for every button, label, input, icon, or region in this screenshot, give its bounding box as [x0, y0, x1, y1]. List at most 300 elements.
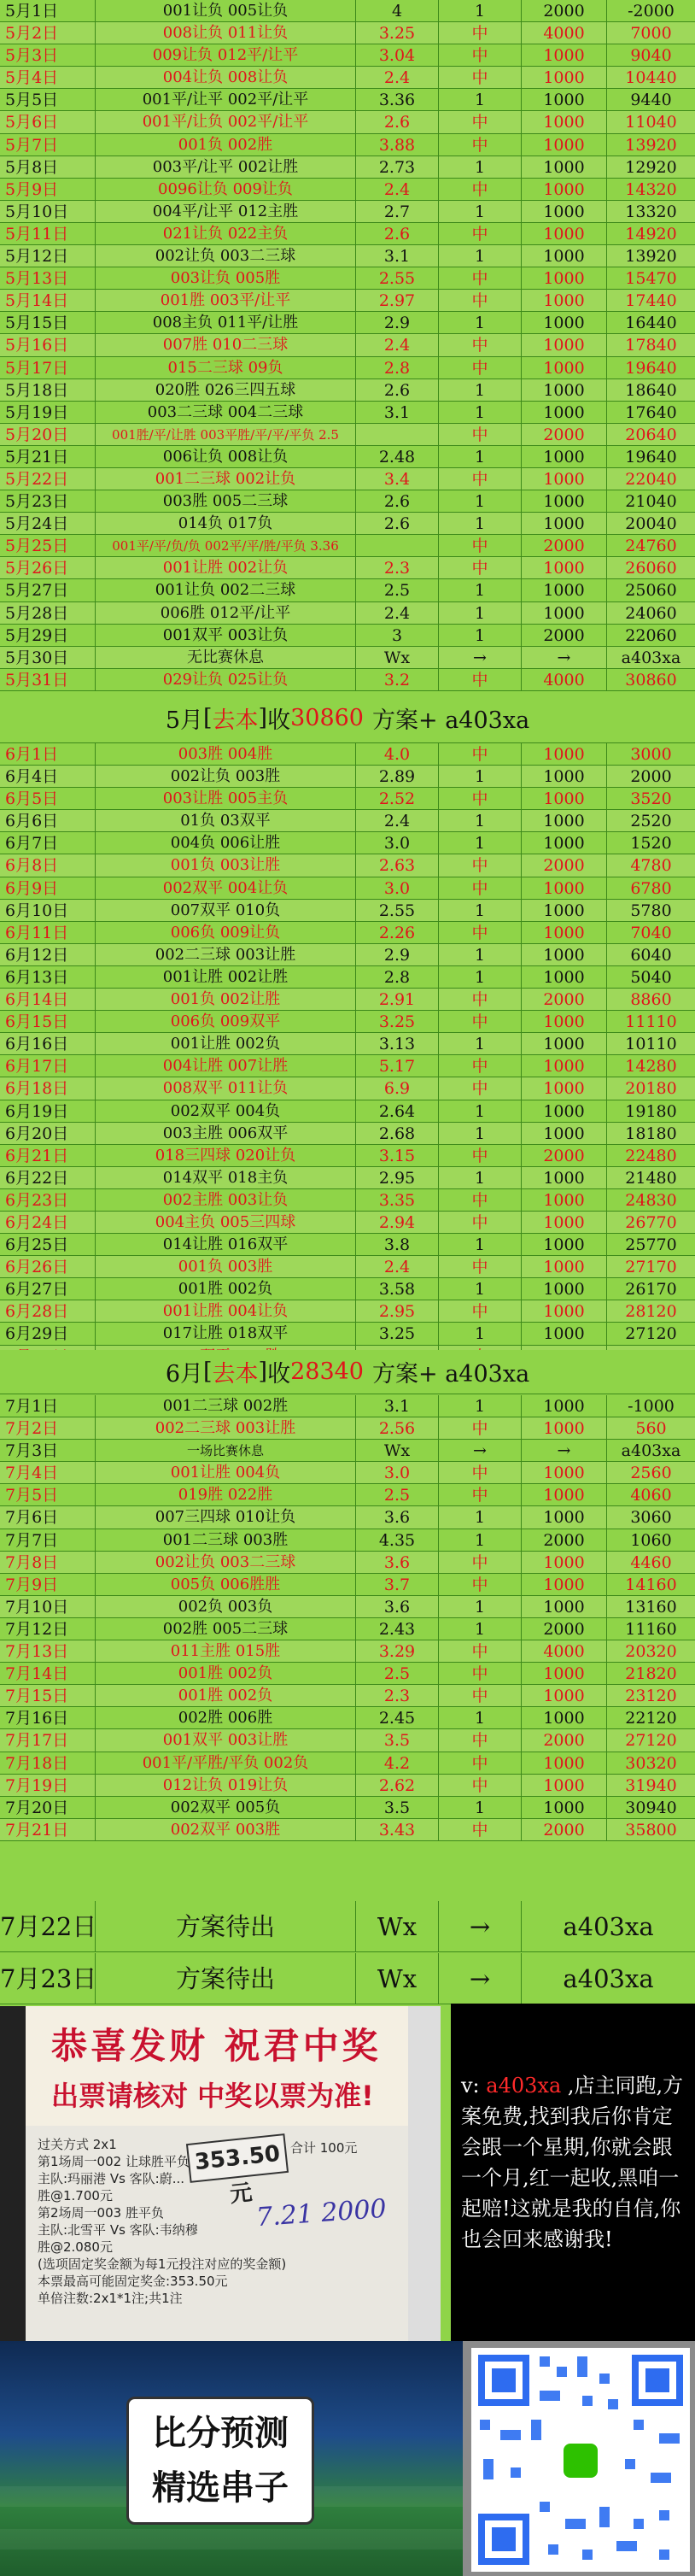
date-cell: 7月9日 [0, 1574, 96, 1595]
odds-cell: 2.55 [356, 900, 439, 921]
odds-cell: 2.97 [356, 290, 439, 311]
stake-cell: 2000 [522, 1529, 607, 1551]
total-cell: 21820 [625, 1664, 677, 1684]
odds-cell: 2.4 [356, 334, 439, 355]
stake-cell: 1000 [522, 134, 607, 155]
picks-cell: 002双平 004让负 [96, 877, 356, 899]
total-cell: 3060 [630, 1508, 672, 1528]
date-cell: 6月21日 [0, 1145, 96, 1166]
result-cell: 中 [439, 22, 522, 44]
total-cell: 14920 [625, 224, 677, 244]
date-cell: 5月28日 [0, 602, 96, 624]
date-cell: 5月17日 [0, 357, 96, 378]
stake-cell: 1000 [522, 490, 607, 512]
result-cell: 1 [439, 312, 522, 333]
total-cell: 13920 [625, 135, 677, 155]
date-cell: 5月25日 [0, 535, 96, 556]
total-cell: 14320 [625, 179, 677, 199]
note-prefix: v: [461, 2074, 480, 2098]
table-row [0, 424, 695, 446]
stake-cell: 4000 [522, 669, 607, 690]
total-cell: 35800 [625, 1820, 677, 1840]
odds-cell: 3.5 [356, 1797, 439, 1818]
total-cell: 31940 [625, 1775, 677, 1795]
table-row [0, 1278, 695, 1300]
table-row [0, 1077, 695, 1100]
stake-cell: 1000 [522, 67, 607, 88]
total-cell: 27120 [625, 1731, 677, 1751]
stake-cell: 1000 [522, 1506, 607, 1528]
may-summary [0, 694, 695, 743]
odds-cell: 2.7 [356, 201, 439, 222]
picks-cell: 002双平 004负 [96, 1100, 356, 1122]
date-cell: 5月26日 [0, 557, 96, 578]
ticket-banner-title: 恭喜发财 祝君中奖 [51, 2025, 382, 2067]
promo-note [451, 2004, 695, 2341]
date-cell: 5月21日 [0, 446, 96, 467]
date-cell: 5月30日 [0, 647, 96, 668]
result-cell: 1 [439, 1618, 522, 1640]
odds-cell: 3.7 [356, 1574, 439, 1595]
promo-line2: 精选串子 [152, 2468, 289, 2508]
result-cell: 1 [439, 966, 522, 988]
odds-cell: 3 [356, 625, 439, 646]
table-row [0, 1529, 695, 1552]
total-cell: 17840 [625, 336, 677, 355]
note-text: ,店主同跑,方案免费,找到我后你肯定会跟一个星期,你就会跟一个月,红一起收,黑咱一起赔!这就是我的自信,你也会回来感谢我! [461, 2074, 684, 2251]
total-cell: 15470 [625, 269, 677, 289]
result-cell: 中 [439, 877, 522, 899]
picks-cell: 003胜 005二三球 [96, 490, 356, 512]
picks-cell: 001二三球 003胜 [96, 1529, 356, 1551]
total-cell: 3000 [630, 745, 672, 764]
table-row [0, 245, 695, 267]
result-cell: 中 [439, 1145, 522, 1166]
date-cell: 6月23日 [0, 1189, 96, 1211]
result-cell: 1 [439, 1033, 522, 1054]
ticket-line: 第2场周一003 胜平负 [38, 2205, 164, 2221]
stake-cell: 1000 [522, 743, 607, 765]
stake-cell: 1000 [522, 1234, 607, 1255]
stake-cell: 4000 [522, 22, 607, 44]
picks-cell: 001二三球 002让负 [96, 468, 356, 490]
picks-cell: 011主胜 015胜 [96, 1640, 356, 1662]
odds-cell: 3.29 [356, 1640, 439, 1662]
odds-cell: 3.36 [356, 89, 439, 110]
picks-cell: 002双平 003胜 [96, 1819, 356, 1840]
result-cell: 1 [439, 1167, 522, 1188]
result-cell: 1 [439, 1323, 522, 1344]
odds-cell: 2.9 [356, 312, 439, 333]
total-cell: 30860 [625, 670, 677, 689]
date-cell: 7月17日 [0, 1729, 96, 1751]
pending-row [0, 1901, 695, 1952]
odds-cell: 2.26 [356, 922, 439, 943]
date-cell: 6月15日 [0, 1011, 96, 1032]
result-cell: 中 [439, 1256, 522, 1277]
result-cell: 1 [439, 1506, 522, 1528]
odds-cell: 4.0 [356, 743, 439, 765]
date-cell: 5月8日 [0, 156, 96, 178]
odds-cell: 3.0 [356, 877, 439, 899]
odds-cell: 3.43 [356, 1819, 439, 1840]
stake-cell: 1000 [522, 201, 607, 222]
total-cell: 30940 [625, 1798, 677, 1817]
odds-cell: 2.3 [356, 1685, 439, 1706]
result-cell: 中 [439, 223, 522, 244]
odds-cell [356, 535, 439, 556]
picks-cell: 015二三球 09负 [96, 357, 356, 378]
wechat-icon [564, 2444, 598, 2478]
odds-cell: 3.1 [356, 245, 439, 267]
date-cell: 5月9日 [0, 179, 96, 200]
table-row [0, 179, 695, 201]
picks-cell: 无比赛休息 [96, 647, 356, 668]
june-summary-contact: 方案+ a403xa [372, 1361, 530, 1388]
odds-cell: 3.0 [356, 1462, 439, 1483]
table-row [0, 1506, 695, 1529]
result-cell: 中 [439, 468, 522, 490]
result-cell: 1 [439, 579, 522, 601]
result-cell: 1 [439, 766, 522, 787]
result-cell: 中 [439, 1685, 522, 1706]
picks-cell: 001双平 003让负 [96, 625, 356, 646]
result-cell: 1 [439, 900, 522, 921]
stake-cell: 1000 [522, 223, 607, 244]
picks-cell: 001平/让负 002平/让平 [96, 111, 356, 132]
table-row [0, 647, 695, 669]
stake-cell: 1000 [522, 379, 607, 401]
table-row [0, 1552, 695, 1574]
ticket-banner [0, 2006, 441, 2126]
picks-cell: 012让负 019让负 [96, 1775, 356, 1796]
picks-cell: 006让负 008让负 [96, 446, 356, 467]
date-cell: 7月6日 [0, 1506, 96, 1528]
total-cell: 22060 [625, 625, 677, 645]
picks-cell: 001胜/平/让胜 003平胜/平/平/平负 2.5 [96, 424, 356, 445]
date-cell: 6月10日 [0, 900, 96, 921]
stake-cell: 1000 [522, 788, 607, 809]
result-cell: 中 [439, 290, 522, 311]
total-cell: 25060 [625, 581, 677, 601]
stake-cell: 1000 [522, 402, 607, 423]
result-cell: 1 [439, 1707, 522, 1728]
total-cell: 1520 [630, 834, 672, 854]
stake-cell: 2000 [522, 0, 607, 21]
date-cell: 6月25日 [0, 1234, 96, 1255]
total-cell: 19180 [625, 1101, 677, 1121]
stake-cell: 1000 [522, 468, 607, 490]
pending-row [0, 1953, 695, 2004]
picks-cell: 0096让负 009让负 [96, 179, 356, 200]
table-row [0, 1618, 695, 1640]
result-cell: 中 [439, 1300, 522, 1322]
picks-cell: 004让负 008让负 [96, 67, 356, 88]
table-row [0, 1033, 695, 1055]
result-cell: 中 [439, 1552, 522, 1573]
picks-cell: 009让负 012平/让平 [96, 44, 356, 66]
result-cell: 中 [439, 1819, 522, 1840]
table-row [0, 223, 695, 245]
stake-cell: 1000 [522, 1323, 607, 1344]
date-cell: 5月15日 [0, 312, 96, 333]
stake-cell: 1000 [522, 1752, 607, 1774]
picks-cell: 004负 006让胜 [96, 832, 356, 854]
picks-cell: 001让胜 002让胜 [96, 966, 356, 988]
total-cell: -2000 [628, 2, 675, 21]
june-summary [0, 1350, 695, 1394]
total-cell: 25770 [625, 1235, 677, 1255]
pending-contact: a403xa [563, 1912, 654, 1941]
ticket-line: 主队:玛丽港 Vs 客队:蔚... [38, 2171, 185, 2186]
total-cell: a403xa [621, 648, 681, 667]
picks-cell: 001让胜 002负 [96, 1033, 356, 1054]
date-cell: 7月5日 [0, 1484, 96, 1505]
june-summary-deduct: 去本 [212, 1361, 259, 1388]
table-row [0, 357, 695, 379]
total-cell: 26770 [625, 1212, 677, 1232]
table-row [0, 788, 695, 810]
table-row [0, 877, 695, 900]
ticket-side [408, 2006, 441, 2341]
date-cell: 6月19日 [0, 1100, 96, 1122]
pending-date: 7月23日 [0, 1953, 96, 2004]
stake-cell: 1000 [522, 877, 607, 899]
date-cell: 7月20日 [0, 1797, 96, 1818]
table-row [0, 1212, 695, 1234]
stake-cell: 2000 [522, 1819, 607, 1840]
table-row [0, 1484, 695, 1506]
table-row [0, 1640, 695, 1663]
odds-cell: 4 [356, 0, 439, 21]
picks-cell: 003二三球 004二三球 [96, 402, 356, 423]
total-cell: 9440 [630, 91, 672, 110]
result-cell: 1 [439, 625, 522, 646]
result-cell: 中 [439, 67, 522, 88]
may-summary-bracket-right: ] [258, 705, 268, 731]
picks-cell: 019胜 022胜 [96, 1484, 356, 1505]
picks-cell: 007双平 010负 [96, 900, 356, 921]
note-wechat-id: a403xa [486, 2074, 562, 2098]
result-cell: 中 [439, 989, 522, 1010]
result-cell: 中 [439, 1055, 522, 1077]
total-cell: 13920 [625, 247, 677, 267]
picks-cell: 001双平 003让胜 [96, 1729, 356, 1751]
june-summary-bracket-right: ] [258, 1358, 268, 1385]
total-cell: 26170 [625, 1280, 677, 1300]
picks-cell: 014负 017负 [96, 513, 356, 534]
odds-cell: 4.2 [356, 1752, 439, 1774]
date-cell: 7月18日 [0, 1752, 96, 1774]
picks-cell: 001胜 002负 [96, 1663, 356, 1684]
result-cell: 中 [439, 1729, 522, 1751]
table-row [0, 1417, 695, 1440]
stake-cell: 1000 [522, 1462, 607, 1483]
picks-cell: 001负 003胜 [96, 1256, 356, 1277]
odds-cell: 2.4 [356, 602, 439, 624]
date-cell: 5月31日 [0, 669, 96, 690]
table-row [0, 900, 695, 922]
stake-cell: 1000 [522, 900, 607, 921]
total-cell: 18640 [625, 380, 677, 400]
odds-cell: 2.4 [356, 810, 439, 831]
stake-cell: 1000 [522, 156, 607, 178]
date-cell: 6月17日 [0, 1055, 96, 1077]
result-cell: 中 [439, 922, 522, 943]
pending-odds: Wx [356, 1901, 439, 1951]
picks-cell: 001平/平胜/平负 002负 [96, 1752, 356, 1774]
stake-cell: 2000 [522, 535, 607, 556]
stake-cell: 1000 [522, 312, 607, 333]
total-cell: 28120 [625, 1302, 677, 1322]
table-row [0, 854, 695, 877]
table-row [0, 1323, 695, 1345]
picks-cell: 001平/平/负/负 002平/平/胜/平负 3.36 [96, 535, 356, 556]
stake-cell: 1000 [522, 1574, 607, 1595]
ticket-edge [0, 2006, 26, 2341]
odds-cell: 5.17 [356, 1055, 439, 1077]
result-cell: 中 [439, 1484, 522, 1505]
picks-cell: 001二三球 002胜 [96, 1395, 356, 1417]
total-cell: 17440 [625, 291, 677, 311]
odds-cell: 2.94 [356, 1212, 439, 1233]
odds-cell: 2.63 [356, 854, 439, 876]
table-row [0, 379, 695, 402]
june-summary-label: 收 [267, 1361, 291, 1388]
total-cell: 21480 [625, 1168, 677, 1188]
table-row [0, 22, 695, 44]
stake-cell: 1000 [522, 1552, 607, 1573]
picks-cell: 007三四球 010让负 [96, 1506, 356, 1528]
result-cell: 中 [439, 44, 522, 66]
picks-cell: 004让胜 007让胜 [96, 1055, 356, 1077]
odds-cell: 2.6 [356, 111, 439, 132]
total-cell: 24760 [625, 537, 677, 556]
stake-cell: → [522, 647, 607, 668]
stake-cell: 1000 [522, 89, 607, 110]
odds-cell: 2.55 [356, 267, 439, 289]
table-row [0, 111, 695, 133]
total-cell: 14160 [625, 1575, 677, 1594]
total-cell: a403xa [621, 1441, 681, 1461]
total-cell: 30320 [625, 1753, 677, 1773]
result-cell: 中 [439, 1077, 522, 1099]
picks-cell: 003胜 004胜 [96, 743, 356, 765]
date-cell: 6月24日 [0, 1212, 96, 1233]
result-cell: → [439, 647, 522, 668]
total-cell: 24060 [625, 603, 677, 623]
result-cell: 中 [439, 1640, 522, 1662]
stake-cell: 1000 [522, 1775, 607, 1796]
table-row [0, 1797, 695, 1819]
odds-cell: 2.56 [356, 1417, 439, 1439]
stake-cell: 2000 [522, 1145, 607, 1166]
picks-cell: 002胜 006胜 [96, 1707, 356, 1728]
ticket-line: 过关方式 2x1 [38, 2137, 117, 2152]
odds-cell: 2.4 [356, 67, 439, 88]
table-row [0, 922, 695, 944]
table-row [0, 989, 695, 1011]
date-cell: 6月27日 [0, 1278, 96, 1300]
date-cell: 6月11日 [0, 922, 96, 943]
total-cell: 2520 [630, 812, 672, 831]
result-cell: 中 [439, 743, 522, 765]
odds-cell: 3.15 [356, 1145, 439, 1166]
date-cell: 5月19日 [0, 402, 96, 423]
date-cell: 6月5日 [0, 788, 96, 809]
date-cell: 5月11日 [0, 223, 96, 244]
table-row [0, 134, 695, 156]
qr-code-image [471, 2348, 690, 2572]
pending-arrow: → [439, 1953, 522, 2004]
date-cell: 5月23日 [0, 490, 96, 512]
table-row [0, 312, 695, 334]
result-cell: 1 [439, 1529, 522, 1551]
picks-cell: 001平/让平 002平/让平 [96, 89, 356, 110]
result-cell: 中 [439, 334, 522, 355]
date-cell: 5月4日 [0, 67, 96, 88]
total-cell: 20180 [625, 1079, 677, 1099]
stake-cell: 1000 [522, 446, 607, 467]
total-cell: 21040 [625, 492, 677, 512]
date-cell: 6月8日 [0, 854, 96, 876]
total-cell: 14280 [625, 1057, 677, 1077]
picks-cell: 014双平 018主负 [96, 1167, 356, 1188]
total-cell: 8860 [630, 990, 672, 1010]
total-cell: 27120 [625, 1324, 677, 1344]
pending-arrow: → [439, 1901, 522, 1951]
table-row [0, 966, 695, 989]
stake-cell: 2000 [522, 854, 607, 876]
total-cell: 2560 [630, 1464, 672, 1483]
date-cell: 5月20日 [0, 424, 96, 445]
stake-cell: 1000 [522, 1100, 607, 1122]
total-cell: 6040 [630, 945, 672, 965]
picks-cell: 014让胜 016双平 [96, 1234, 356, 1255]
stake-cell: 2000 [522, 989, 607, 1010]
date-cell: 6月28日 [0, 1300, 96, 1322]
date-cell: 7月16日 [0, 1707, 96, 1728]
odds-cell: 2.68 [356, 1123, 439, 1144]
date-cell: 5月5日 [0, 89, 96, 110]
stake-cell: 1000 [522, 922, 607, 943]
ticket-stamp: 353.50元 [186, 2133, 289, 2183]
total-cell: 12920 [625, 157, 677, 177]
odds-cell: 3.35 [356, 1189, 439, 1211]
picks-cell: 001负 002让胜 [96, 989, 356, 1010]
total-cell: 10110 [625, 1035, 677, 1054]
date-cell: 5月13日 [0, 267, 96, 289]
total-cell: 23120 [625, 1687, 677, 1706]
stake-cell: 1000 [522, 1011, 607, 1032]
picks-cell: 003主胜 006双平 [96, 1123, 356, 1144]
odds-cell [356, 424, 439, 445]
result-cell: 中 [439, 1011, 522, 1032]
stake-cell: 1000 [522, 1395, 607, 1417]
odds-cell: Wx [356, 1440, 439, 1461]
date-cell: 7月1日 [0, 1395, 96, 1417]
date-cell: 6月6日 [0, 810, 96, 831]
date-cell: 6月9日 [0, 877, 96, 899]
result-cell: 1 [439, 944, 522, 965]
picks-cell: 001让负 002二三球 [96, 579, 356, 601]
ticket-line: 胜@2.080元 [38, 2239, 113, 2255]
table-row [0, 1440, 695, 1462]
picks-cell: 006负 009双平 [96, 1011, 356, 1032]
table-row [0, 1189, 695, 1212]
result-cell: 1 [439, 1234, 522, 1255]
may-summary-bracket-left: [ [203, 705, 213, 731]
